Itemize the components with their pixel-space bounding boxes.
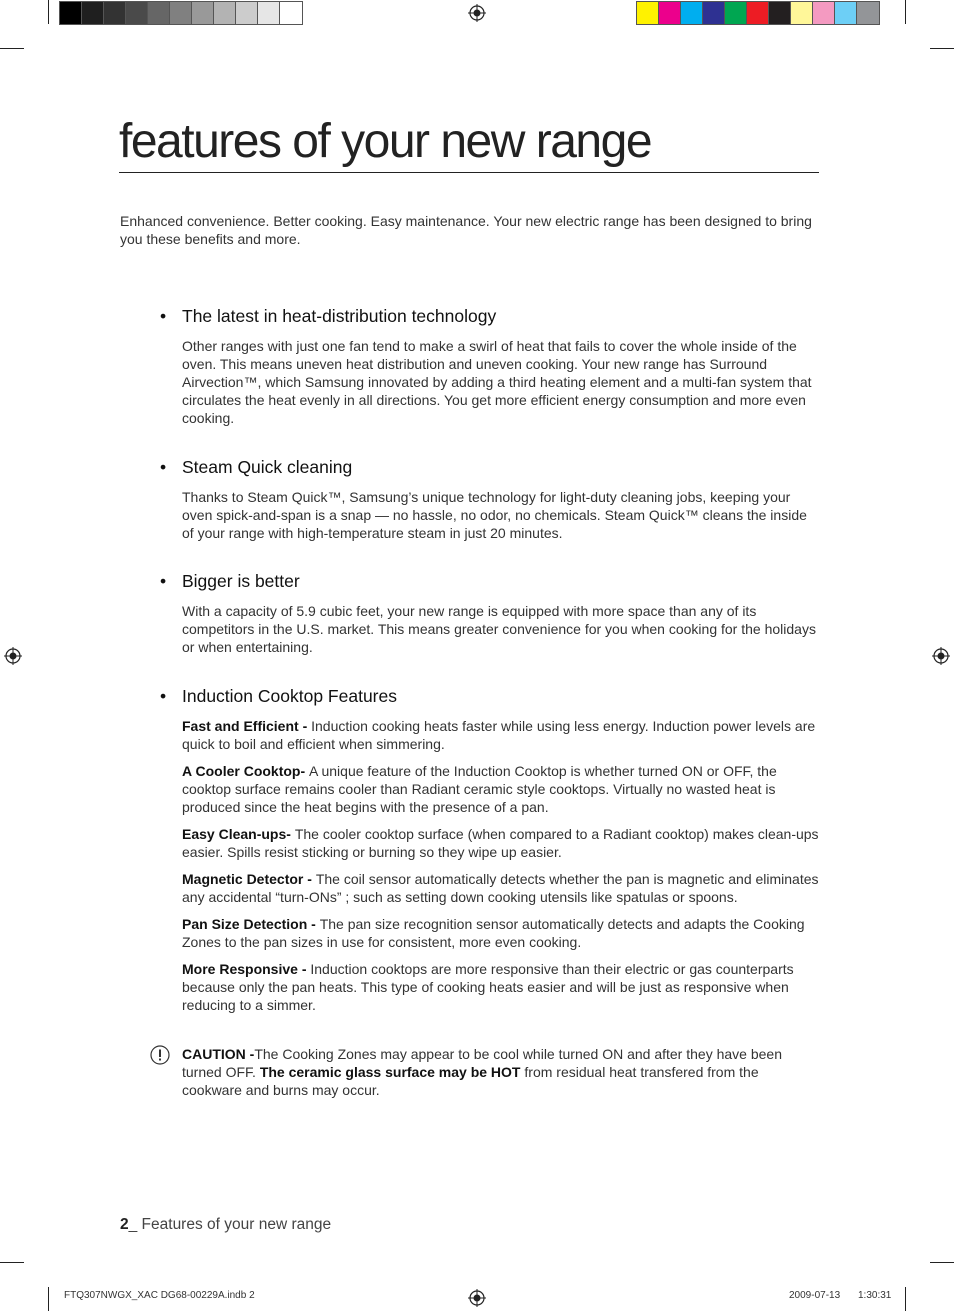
color-swatch-3 xyxy=(681,2,703,24)
bullet-icon: • xyxy=(160,571,167,591)
section-body: Other ranges with just one fan tend to make a swirl of heat that fails to cover the whole inside of the oven. This means uneven heat distribution and uneven cooking. Your new range has Surround Airvection™, which Samsung innovated by adding a third heating element and a multi-fan system that circulates the heat evenly in all directions. You get more efficient energy consumption and more even cooking. xyxy=(182,338,812,426)
bullet-icon: • xyxy=(160,306,167,326)
section-heading: • The latest in heat-distribution technology xyxy=(160,306,497,326)
gray-swatch-1 xyxy=(60,2,82,24)
color-swatch-5 xyxy=(725,2,747,24)
page-number: 2 xyxy=(120,1216,129,1233)
page-footer xyxy=(120,1216,331,1234)
slug-date: 2009-07-13 xyxy=(789,1290,841,1301)
crop-mark-top-left-vertical xyxy=(48,0,49,24)
registration-mark-left-icon xyxy=(4,647,22,665)
crop-mark-bottom-left-horizontal xyxy=(0,1262,24,1263)
feature-section-induction xyxy=(160,685,822,1023)
registration-mark-top-icon xyxy=(468,4,486,22)
section-heading: • Induction Cooktop Features xyxy=(160,686,397,706)
caution-text: CAUTION -The Cooking Zones may appear to be cool while turned ON and after they have been turned OFF. The ceramic glass surface may be HOT from residual heat transfered from the cookware and burns may occur. xyxy=(182,1046,782,1098)
gray-swatch-6 xyxy=(170,2,192,24)
bullet-icon: • xyxy=(160,457,167,477)
caution-icon xyxy=(150,1045,170,1065)
color-swatch-10 xyxy=(835,2,857,24)
gray-swatch-5 xyxy=(148,2,170,24)
gray-swatch-7 xyxy=(192,2,214,24)
footer-label: _ Features of your new range xyxy=(128,1216,332,1233)
intro-paragraph: Enhanced convenience. Better cooking. Easy maintenance. Your new electric range has been designed to bring you these benefits and more. xyxy=(120,213,812,247)
section-body: Thanks to Steam Quick™, Samsung’s unique technology for light-duty cleaning jobs, keeping your oven spick-and-span is a snap — no hassle, no odor, no chemicals. Steam Quick™ cleans the inside of your range with high-temperature steam in just 20 minutes. xyxy=(182,489,807,541)
caution-note xyxy=(150,1045,822,1099)
section-body: With a capacity of 5.9 cubic feet, your new range is equipped with more space than any of its competitors in the U.S. market. This means greater convenience for you when cooking for the holidays or when entertaining. xyxy=(182,603,816,655)
color-swatch-8 xyxy=(791,2,813,24)
crop-mark-bottom-right-horizontal xyxy=(930,1262,954,1263)
slug-time: 1:30:31 xyxy=(858,1290,892,1301)
slug-file: FTQ307NWGX_XAC DG68-00229A.indb 2 xyxy=(64,1290,255,1301)
gray-swatch-8 xyxy=(214,2,236,24)
induction-item-clean: Easy Clean-ups- The cooler cooktop surface (when compared to a Radiant cooktop) makes clean-ups easier. Spills resist sticking or burning so they wipe up easier. xyxy=(182,826,819,860)
gray-swatch-11 xyxy=(280,2,302,24)
bullet-icon: • xyxy=(160,686,167,706)
feature-section-heat-distribution xyxy=(160,305,822,436)
induction-item-fast: Fast and Efficient - Induction cooking heats faster while using less energy. Induction power levels are quick to boil and efficient when simmering. xyxy=(182,718,816,752)
crop-mark-bottom-left-vertical xyxy=(48,1287,49,1311)
gray-swatch-4 xyxy=(126,2,148,24)
process-color-bar xyxy=(636,1,880,25)
crop-mark-top-left-horizontal xyxy=(0,48,24,49)
color-swatch-4 xyxy=(703,2,725,24)
registration-mark-bottom-icon xyxy=(468,1289,486,1307)
section-heading: • Steam Quick cleaning xyxy=(160,457,353,477)
registration-mark-right-icon xyxy=(932,647,950,665)
color-swatch-9 xyxy=(813,2,835,24)
color-swatch-2 xyxy=(659,2,681,24)
crop-mark-bottom-right-vertical xyxy=(905,1287,906,1311)
page-title: features of your new range xyxy=(119,112,819,173)
color-swatch-1 xyxy=(637,2,659,24)
color-swatch-7 xyxy=(769,2,791,24)
feature-section-steam-quick xyxy=(160,456,822,551)
induction-item-pan-size: Pan Size Detection - The pan size recognition sensor automatically detects and adapts the Cooking Zones to the pan sizes in use for consistent, more even cooking. xyxy=(182,916,805,950)
grayscale-color-bar xyxy=(59,1,303,25)
crop-mark-top-right-vertical xyxy=(905,0,906,24)
gray-swatch-10 xyxy=(258,2,280,24)
section-heading: • Bigger is better xyxy=(160,571,300,591)
crop-mark-top-right-horizontal xyxy=(930,48,954,49)
color-swatch-11 xyxy=(857,2,879,24)
gray-swatch-3 xyxy=(104,2,126,24)
feature-section-bigger xyxy=(160,570,822,665)
gray-swatch-2 xyxy=(82,2,104,24)
gray-swatch-9 xyxy=(236,2,258,24)
induction-item-responsive: More Responsive - Induction cooktops are more responsive than their electric or gas counterparts because only the pan heats. This type of cooking heats easier and will be just as responsive when reducing to a simmer. xyxy=(182,961,794,1013)
induction-item-magnetic: Magnetic Detector - The coil sensor automatically detects whether the pan is magnetic and eliminates any accidental “turn-ONs” ; such as setting down cooking utensils like spatulas or spoons. xyxy=(182,871,819,905)
color-swatch-6 xyxy=(747,2,769,24)
induction-item-cooler: A Cooler Cooktop- A unique feature of the Induction Cooktop is whether turned ON or OFF, the cooktop surface remains cooler than Radiant ceramic style cooktops. Virtually no wasted heat is produced since the heat begins with the presence of a pan. xyxy=(182,763,777,815)
